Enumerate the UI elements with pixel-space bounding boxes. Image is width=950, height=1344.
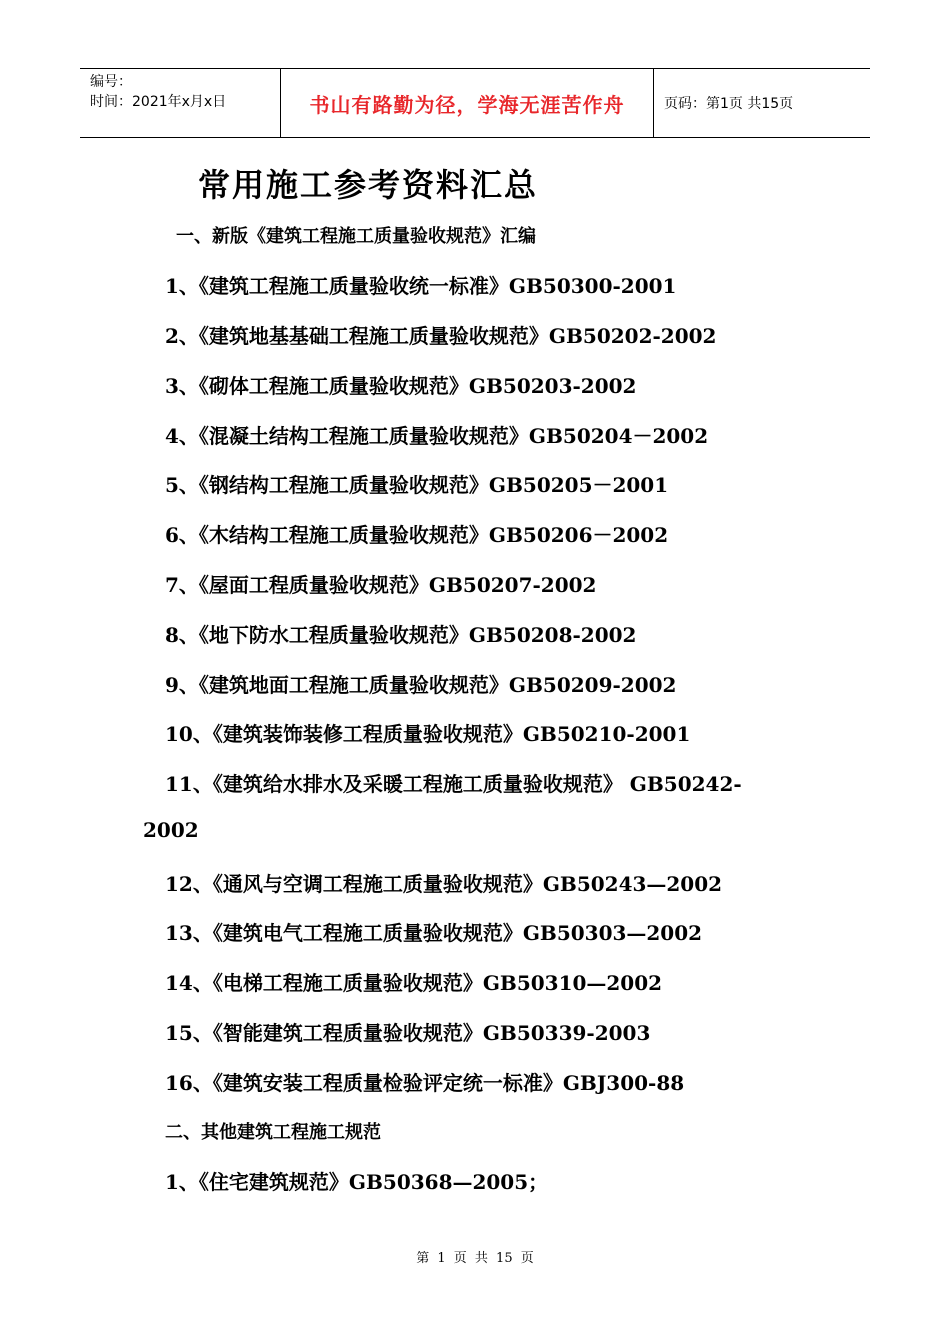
document-title: 常用施工参考资料汇总: [198, 166, 539, 204]
list-item: 4、《混凝土结构工程施工质量验收规范》GB50204－2002: [165, 424, 709, 448]
list-item: 1、《住宅建筑规范》GB50368—2005；: [165, 1170, 549, 1194]
header-page-info: 页码：第1页 共15页: [664, 96, 794, 112]
list-item: 13、《建筑电气工程施工质量验收规范》GB50303—2002: [165, 921, 703, 945]
list-item: 9、《建筑地面工程施工质量验收规范》GB50209-2002: [165, 673, 677, 697]
list-item: 15、《智能建筑工程质量验收规范》GB50339-2003: [165, 1021, 651, 1045]
list-item: 11、《建筑给水排水及采暖工程施工质量验收规范》 GB50242-: [165, 772, 742, 796]
section-heading-2: 二、其他建筑工程施工规范: [165, 1122, 381, 1143]
doc-number-label: 编号：: [90, 74, 132, 90]
page-header: [80, 68, 870, 138]
list-item: 12、《通风与空调工程施工质量验收规范》GB50243—2002: [165, 872, 723, 896]
list-item: 14、《电梯工程施工质量验收规范》GB50310—2002: [165, 971, 663, 995]
list-item: 2、《建筑地基基础工程施工质量验收规范》GB50202-2002: [165, 324, 717, 348]
list-item: 1、《建筑工程施工质量验收统一标准》GB50300-2001: [165, 274, 677, 298]
list-item: 16、《建筑安装工程质量检验评定统一标准》GBJ300-88: [165, 1071, 685, 1095]
list-item: 8、《地下防水工程质量验收规范》GB50208-2002: [165, 623, 637, 647]
section-heading-1: 一、新版《建筑工程施工质量验收规范》汇编: [176, 226, 536, 247]
page-footer: 第 1 页 共 15 页: [416, 1251, 534, 1266]
header-meta: [80, 69, 281, 137]
list-item: 10、《建筑装饰装修工程质量验收规范》GB50210-2001: [165, 722, 691, 746]
list-item: 3、《砌体工程施工质量验收规范》GB50203-2002: [165, 374, 637, 398]
header-motto-cell: [281, 69, 654, 137]
list-item-continuation: 2002: [143, 818, 199, 842]
list-item: 6、《木结构工程施工质量验收规范》GB50206－2002: [165, 523, 669, 547]
list-item: 5、《钢结构工程施工质量验收规范》GB50205－2001: [165, 473, 669, 497]
list-item: 7、《屋面工程质量验收规范》GB50207-2002: [165, 573, 597, 597]
doc-date-label: 时间：2021年x月x日: [90, 94, 227, 110]
header-motto: 书山有路勤为径，学海无涯苦作舟: [309, 92, 625, 117]
